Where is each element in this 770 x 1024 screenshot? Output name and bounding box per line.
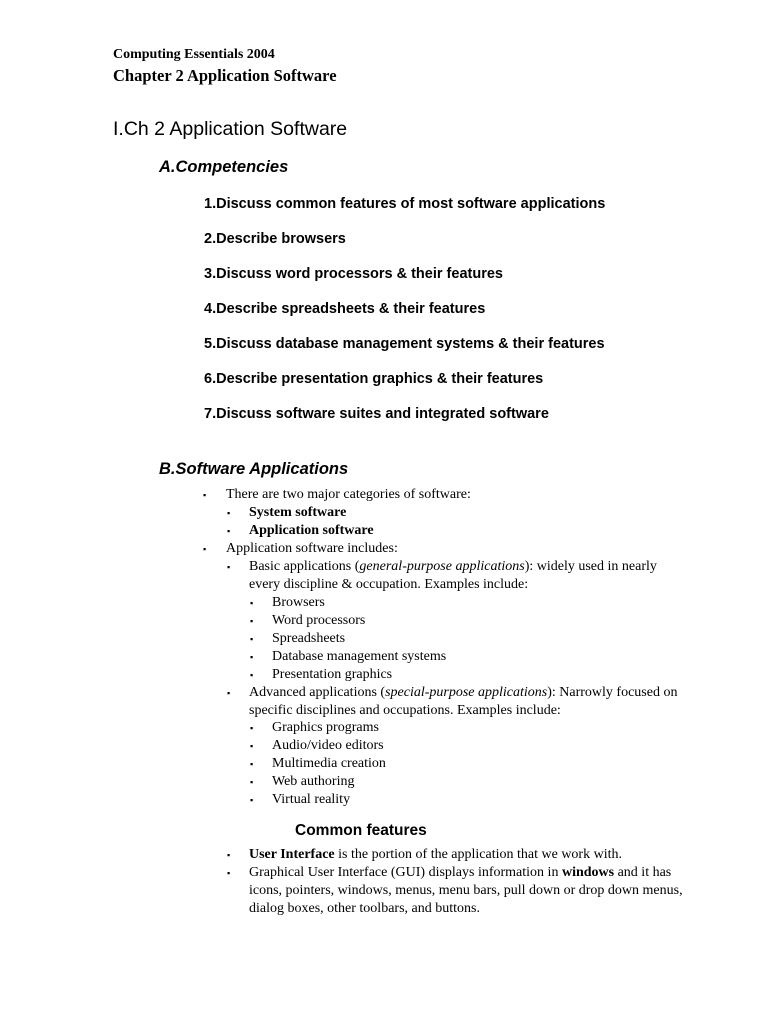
bullet-icon: ▪ <box>250 634 254 644</box>
section-i-heading: I.Ch 2 Application Software <box>113 118 348 140</box>
competency-item-3: 3.Discuss word processors & their features <box>204 266 503 282</box>
bullet-icon: ▪ <box>250 616 254 626</box>
basic-example-item: Spreadsheets <box>272 631 346 646</box>
advanced-applications-line1 <box>249 684 677 702</box>
user-interface-rest: is the portion of the application that we work with. <box>334 847 622 862</box>
competency-item-2: 2.Describe browsers <box>204 231 346 247</box>
advanced-suffix: ): Narrowly focused on <box>547 685 678 700</box>
bullet-icon: ▪ <box>227 526 231 536</box>
gui-line2: icons, pointers, windows, menus, menu bars, pull down or drop down menus, <box>249 883 683 898</box>
bullet-icon: ▪ <box>203 490 207 500</box>
basic-applications-line1 <box>249 558 657 576</box>
advanced-example-item: Web authoring <box>272 774 355 789</box>
bullet-icon: ▪ <box>250 741 254 751</box>
document-header-chapter: Chapter 2 Application Software <box>113 66 337 85</box>
bullet-icon: ▪ <box>250 777 254 787</box>
basic-prefix: Basic applications ( <box>249 559 360 574</box>
advanced-prefix: Advanced applications ( <box>249 685 386 700</box>
category-application-software: Application software <box>249 523 374 538</box>
document-header-course: Computing Essentials 2004 <box>113 47 275 62</box>
competency-item-4: 4.Describe spreadsheets & their features <box>204 301 486 317</box>
common-features-heading: Common features <box>295 822 427 839</box>
competency-item-1: 1.Discuss common features of most software applications <box>204 196 606 212</box>
bullet-icon: ▪ <box>250 759 254 769</box>
bullet-icon: ▪ <box>203 544 207 554</box>
competency-item-6: 6.Describe presentation graphics & their features <box>204 371 544 387</box>
user-interface-term: User Interface <box>249 847 335 862</box>
bullet-icon: ▪ <box>227 850 231 860</box>
competency-item-5: 5.Discuss database management systems & their features <box>204 336 605 352</box>
bullet-icon: ▪ <box>250 598 254 608</box>
bullet-icon: ▪ <box>250 795 254 805</box>
section-b-heading: B.Software Applications <box>159 460 349 478</box>
basic-example-item: Presentation graphics <box>272 667 393 682</box>
bullet-icon: ▪ <box>250 652 254 662</box>
basic-example-item: Browsers <box>272 595 325 610</box>
gui-suffix: and it has <box>614 865 672 880</box>
gui-term: windows <box>561 865 615 880</box>
gui-line3: dialog boxes, other toolbars, and buttons. <box>249 901 480 916</box>
gui-line1 <box>249 864 671 882</box>
basic-term: general-purpose applications <box>359 559 525 574</box>
bullet-icon: ▪ <box>227 508 231 518</box>
competency-item-7: 7.Discuss software suites and integrated software <box>204 406 549 422</box>
bullet-icon: ▪ <box>250 723 254 733</box>
basic-example-item: Word processors <box>272 613 366 628</box>
gui-prefix: Graphical User Interface (GUI) displays information in <box>249 865 562 880</box>
bullet-icon: ▪ <box>227 562 231 572</box>
advanced-example-item: Graphics programs <box>272 720 379 735</box>
bullet-icon: ▪ <box>227 868 231 878</box>
advanced-term: special-purpose applications <box>385 685 548 700</box>
categories-intro: There are two major categories of software: <box>226 487 471 502</box>
bullet-icon: ▪ <box>227 688 231 698</box>
advanced-example-item: Multimedia creation <box>272 756 386 771</box>
advanced-example-item: Audio/video editors <box>272 738 384 753</box>
category-system-software: System software <box>249 505 347 520</box>
basic-example-item: Database management systems <box>272 649 447 664</box>
advanced-example-item: Virtual reality <box>272 792 351 807</box>
user-interface-line <box>249 846 622 864</box>
bullet-icon: ▪ <box>250 670 254 680</box>
basic-applications-line2: every discipline & occupation. Examples include: <box>249 577 529 592</box>
section-a-heading: A.Competencies <box>159 158 289 176</box>
basic-suffix: ): widely used in nearly <box>524 559 657 574</box>
advanced-applications-line2: specific disciplines and occupations. Examples include: <box>249 703 561 718</box>
includes-intro: Application software includes: <box>226 541 398 556</box>
